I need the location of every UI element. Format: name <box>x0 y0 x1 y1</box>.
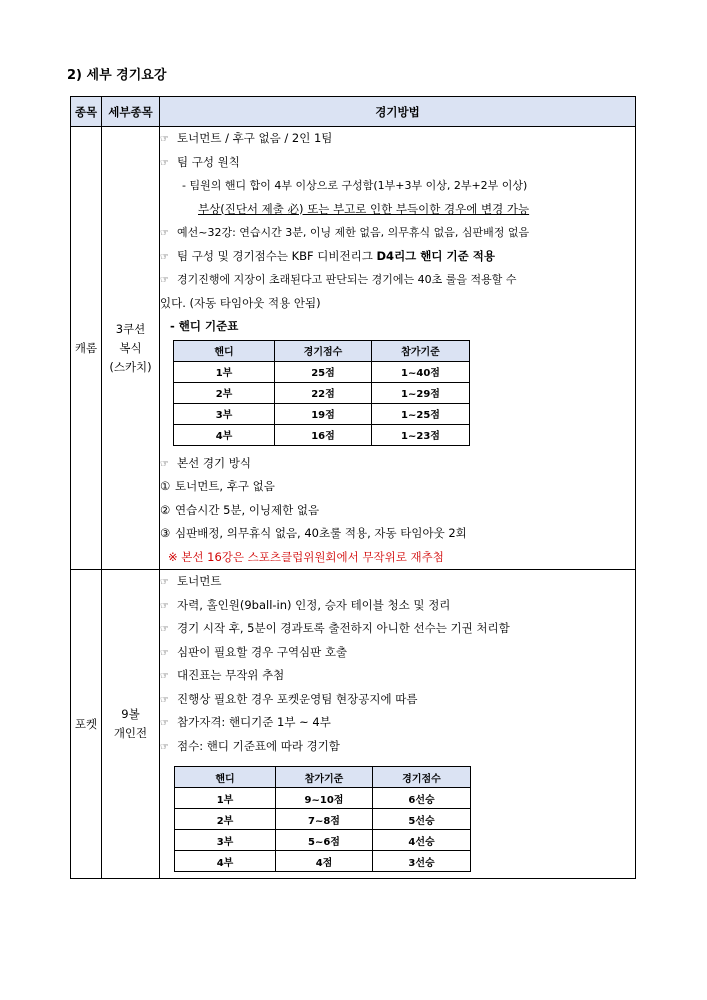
pointing-hand-icon: ☞ <box>160 228 169 239</box>
carom-detail-line: 복식 <box>119 340 142 355</box>
list-item: ☞ 경기진행에 지장이 초래된다고 판단되는 경기에는 40초 룰을 적용할 수 <box>160 268 635 292</box>
list-item: 부상(진단서 제출 必) 또는 부고로 인한 부득이한 경우에 변경 가능 <box>198 201 530 216</box>
list-item: ① 토너먼트, 후구 없음 <box>160 475 635 499</box>
table-cell: 22점 <box>275 382 372 403</box>
notice-text: ※ 본선 16강은 스포츠클럽위원회에서 무작위로 재추첨 <box>168 549 444 564</box>
table-header: 경기점수 <box>373 767 471 788</box>
pocket-detail-line: 9볼 <box>121 707 140 721</box>
pocket-method <box>160 570 636 879</box>
header-row <box>71 97 636 127</box>
pocket-event: 포켓 <box>71 570 102 879</box>
list-item: ③ 심판배정, 의무휴식 없음, 40초룰 적용, 자동 타임아웃 2회 <box>160 522 635 546</box>
table-cell: 3부 <box>175 830 276 851</box>
table-header-row <box>175 767 471 788</box>
list-item: ② 연습시간 5분, 이닝제한 없음 <box>160 499 635 523</box>
table-cell: 3부 <box>174 403 275 424</box>
table-cell: 1부 <box>175 788 276 809</box>
section-title: 2) 세부 경기요강 <box>67 68 167 83</box>
table-cell: 19점 <box>275 403 372 424</box>
header-method: 경기방법 <box>160 97 636 127</box>
table-cell: 4점 <box>276 851 373 872</box>
table-header: 참가기준 <box>276 767 373 788</box>
circled-number: ③ <box>160 526 171 540</box>
carom-event: 캐롬 <box>71 127 102 570</box>
table-cell: 1~29점 <box>372 382 470 403</box>
pointing-hand-icon: ☞ <box>160 157 169 169</box>
carom-detail-line: 3쿠션 <box>115 321 146 336</box>
list-item: - 팀원의 핸디 합이 4부 이상으로 구성함(1부+3부 이상, 2부+2부 이상) <box>182 179 528 192</box>
carom-method <box>160 127 636 570</box>
table-cell: 1~40점 <box>372 361 470 382</box>
pointing-hand-icon: ☞ <box>160 458 169 470</box>
list-item: ☞ 참가자격: 핸디기준 1부 ~ 4부 <box>160 711 635 735</box>
table-cell: 2부 <box>174 382 275 403</box>
table-cell: 9~10점 <box>276 788 373 809</box>
table-cell: 16점 <box>275 424 372 445</box>
table-cell: 1부 <box>174 361 275 382</box>
table-header: 핸디 <box>175 767 276 788</box>
match-rules-table <box>70 96 636 879</box>
list-item: ☞ 경기 시작 후, 5분이 경과토록 출전하지 아니한 선수는 기권 처리함 <box>160 617 635 641</box>
table-cell: 7~8점 <box>276 809 373 830</box>
header-detail: 세부종목 <box>102 97 160 127</box>
list-item: ☞ 진행상 필요한 경우 포켓운영팀 현장공지에 따름 <box>160 688 635 712</box>
header-event: 종목 <box>71 97 102 127</box>
list-item: ☞ 점수: 핸디 기준표에 따라 경기함 <box>160 735 635 759</box>
carom-detail <box>102 127 160 570</box>
circled-number: ② <box>160 502 171 517</box>
table-header-row <box>174 340 470 361</box>
list-item: ☞ 심판이 필요할 경우 구역심판 호출 <box>160 641 635 665</box>
table-cell: 1~23점 <box>372 424 470 445</box>
pocket-detail <box>102 570 160 879</box>
carom-handicap-table <box>173 340 470 446</box>
table-row <box>174 382 470 403</box>
pointing-hand-icon: ☞ <box>160 671 169 682</box>
pointing-hand-icon: ☞ <box>160 275 169 286</box>
pocket-detail-line: 개인전 <box>113 726 148 740</box>
table-row <box>174 361 470 382</box>
table-cell: 4부 <box>174 424 275 445</box>
pocket-handicap-table <box>174 766 471 872</box>
list-item: ☞ 본선 경기 방식 <box>160 452 635 476</box>
table-cell: 1~25점 <box>372 403 470 424</box>
table-row <box>175 809 471 830</box>
table-cell: 4선승 <box>373 830 471 851</box>
carom-handicap-table-wrap <box>173 340 635 446</box>
list-item: ☞ 자력, 홀인원(9ball-in) 인정, 승자 테이블 청소 및 정리 <box>160 594 635 618</box>
table-cell: 5선승 <box>373 809 471 830</box>
pocket-row <box>71 570 636 879</box>
table-header: 경기점수 <box>275 340 372 361</box>
table-row <box>175 851 471 872</box>
table-row <box>175 830 471 851</box>
pointing-hand-icon: ☞ <box>160 694 169 706</box>
pointing-hand-icon: ☞ <box>160 134 169 145</box>
list-item: ☞ 토너먼트 / 후구 없음 / 2인 1팀 <box>160 127 635 151</box>
list-item: ☞ 팀 구성 원칙 <box>160 151 635 175</box>
table-cell: 25점 <box>275 361 372 382</box>
pointing-hand-icon: ☞ <box>160 600 169 612</box>
table-header: 핸디 <box>174 340 275 361</box>
list-item: ☞ 팀 구성 및 경기점수는 KBF 디비전리그 D4리그 핸디 기준 적용 <box>160 245 635 269</box>
table-header: 참가기준 <box>372 340 470 361</box>
table-cell: 6선승 <box>373 788 471 809</box>
pointing-hand-icon: ☞ <box>160 624 169 635</box>
list-item: - 핸디 기준표 <box>170 319 239 333</box>
pocket-handicap-table-wrap <box>174 766 635 872</box>
circled-number: ① <box>160 479 171 493</box>
table-row <box>175 788 471 809</box>
emphasis-text: D4리그 핸디 기준 적용 <box>376 248 495 263</box>
list-item: ☞ 토너먼트 <box>160 570 635 594</box>
list-item: 있다. (자동 타임아웃 적용 안됨) <box>160 295 321 310</box>
table-cell: 5~6점 <box>276 830 373 851</box>
table-cell: 2부 <box>175 809 276 830</box>
pointing-hand-icon: ☞ <box>160 251 169 263</box>
table-cell: 4부 <box>175 851 276 872</box>
table-row <box>174 424 470 445</box>
table-row <box>174 403 470 424</box>
carom-detail-line: (스카치) <box>109 359 152 374</box>
pointing-hand-icon: ☞ <box>160 741 169 753</box>
list-item: ☞ 예선~32강: 연습시간 3분, 이닝 제한 없음, 의무휴식 없음, 심판배정 없음 <box>160 221 635 245</box>
pointing-hand-icon: ☞ <box>160 718 169 729</box>
carom-row <box>71 127 636 570</box>
table-cell: 3선승 <box>373 851 471 872</box>
pointing-hand-icon: ☞ <box>160 647 169 659</box>
pointing-hand-icon: ☞ <box>160 577 169 588</box>
list-item: ☞ 대진표는 무작위 추첨 <box>160 664 635 688</box>
